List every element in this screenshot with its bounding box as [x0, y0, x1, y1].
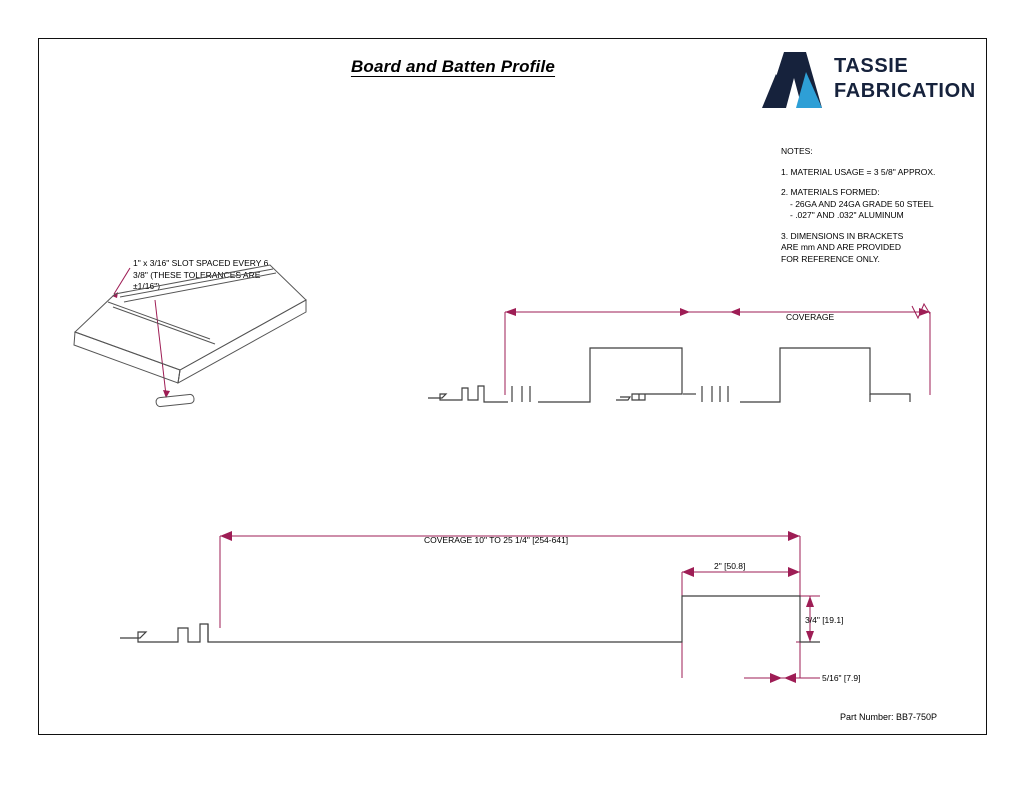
- page-title: Board and Batten Profile: [350, 57, 556, 76]
- note-item-2-title: 2. MATERIALS FORMED:: [781, 187, 880, 197]
- logo-line-1: TASSIE: [834, 55, 909, 77]
- panel-profile-right: [740, 348, 910, 402]
- slot-callout-line-3: ±1/16"): [133, 281, 161, 291]
- note-item-3-title: 3. DIMENSIONS IN BRACKETS: [781, 230, 904, 241]
- note-item-3-sub-2: FOR REFERENCE ONLY.: [781, 253, 880, 264]
- batten-width-dimension: [682, 567, 800, 598]
- coverage-main-label: COVERAGE 10" TO 25 1/4" [254-641]: [424, 535, 569, 545]
- notes-heading: NOTES:: [781, 146, 813, 156]
- leg-offset-dimension: [682, 642, 820, 683]
- part-number: Part Number: BB7-750P: [840, 712, 938, 722]
- note-item-2-sub-2: - .027" AND .032" ALUMINUM: [790, 210, 904, 220]
- logo-text: [834, 54, 976, 104]
- coverage-dimension-top: [505, 304, 930, 395]
- leg-offset-label: 5/16" [7.9]: [822, 673, 861, 683]
- slot-leader-lines: [112, 268, 170, 398]
- slot-callout-line-1: 1" x 3/16" SLOT SPACED EVERY 6: [133, 258, 269, 268]
- notes-block: [781, 146, 991, 274]
- note-item-2: [781, 187, 991, 222]
- logo-line-2: FABRICATION: [834, 80, 976, 102]
- note-item-3: [781, 231, 991, 266]
- coverage-top-label: COVERAGE: [786, 312, 835, 322]
- isometric-profile-lines: [74, 265, 306, 407]
- note-item-3-sub-1: ARE mm AND ARE PROVIDED: [781, 242, 901, 252]
- company-logo: [762, 52, 988, 110]
- coverage-dimension-main: [220, 531, 800, 628]
- main-profile-lines: [120, 596, 820, 642]
- note-item-2-sub-1: - 26GA AND 24GA GRADE 50 STEEL: [790, 198, 934, 209]
- note-item-1: 1. MATERIAL USAGE = 3 5/8" APPROX.: [781, 166, 936, 177]
- tassie-logo-mark: [762, 52, 822, 108]
- profile-section-main: [120, 520, 900, 705]
- batten-width-label: 2" [50.8]: [714, 561, 746, 571]
- slot-callout-line-2: 3/8" (THESE TOLERANCES ARE: [133, 269, 261, 280]
- batten-height-label: 3/4" [19.1]: [805, 615, 844, 625]
- profile-section-top: [400, 300, 980, 430]
- panel-profile-left: [428, 348, 728, 402]
- isometric-panel-view: [60, 250, 320, 435]
